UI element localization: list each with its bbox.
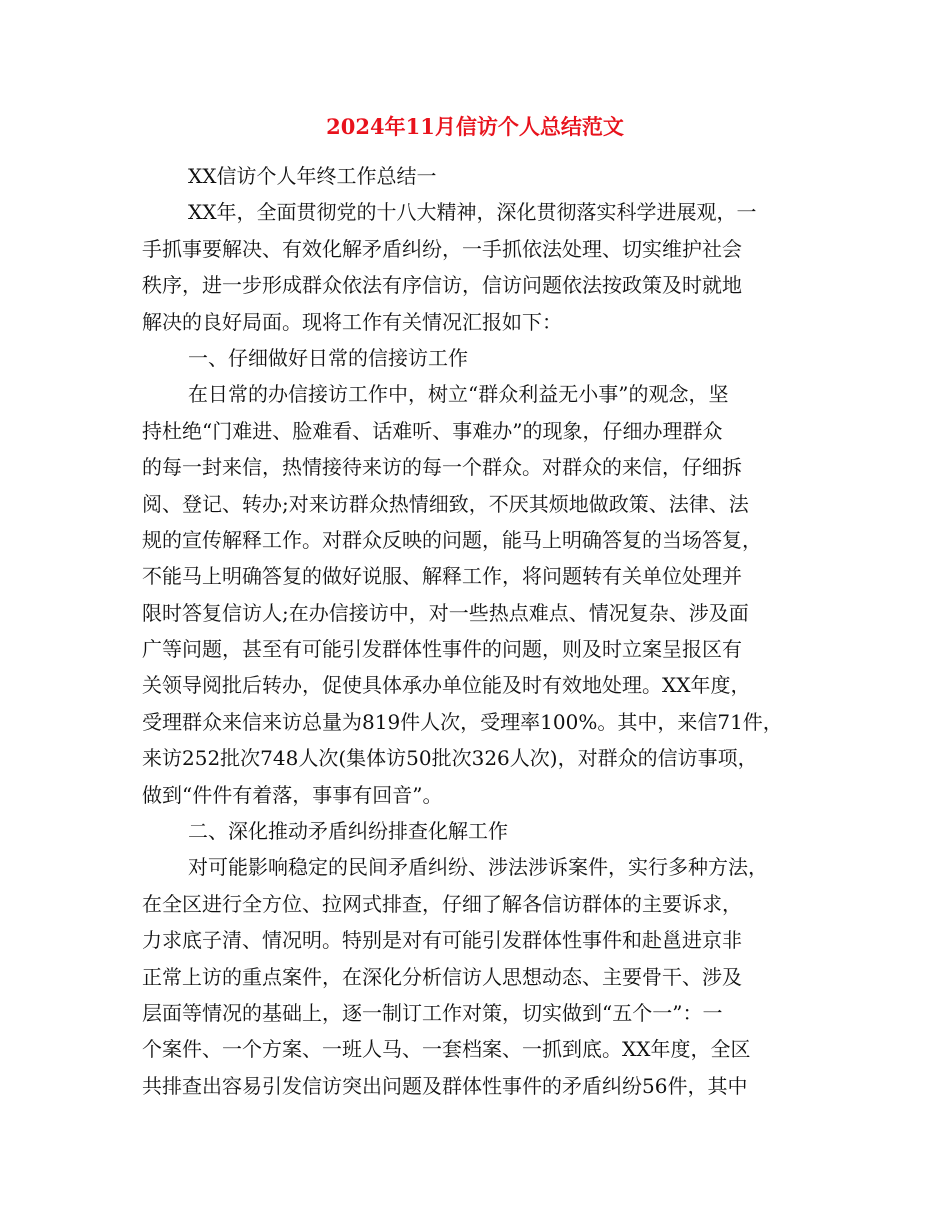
paragraph-line: XX年，全面贯彻党的十八大精神，深化贯彻落实科学进展观，一 bbox=[188, 200, 757, 225]
section-heading-line: 二、深化推动矛盾纠纷排查化解工作 bbox=[188, 819, 508, 844]
paragraph-line: 受理群众来信来访总量为819件人次，受理率100%。其中，来信71件， bbox=[142, 709, 783, 734]
paragraph-line: 力求底子清、情况明。特别是对有可能引发群体性事件和赴邕进京非 bbox=[142, 928, 742, 953]
paragraph-line: 在日常的办信接访工作中，树立“群众利益无小事”的观念，坚 bbox=[188, 382, 729, 407]
paragraph-line: 做到“件件有着落，事事有回音”。 bbox=[142, 782, 443, 807]
paragraph-line: 广等问题，甚至有可能引发群体性事件的问题，则及时立案呈报区有 bbox=[142, 637, 742, 662]
paragraph-line: 在全区进行全方位、拉网式排查，仔细了解各信访群体的主要诉求， bbox=[142, 891, 742, 916]
paragraph-line: 限时答复信访人;在办信接访中，对一些热点难点、情况复杂、涉及面 bbox=[142, 600, 749, 625]
section-heading-line: 一、仔细做好日常的信接访工作 bbox=[188, 345, 468, 370]
paragraph-line: 来访252批次748人次(集体访50批次326人次)，对群众的信访事项， bbox=[142, 746, 758, 771]
paragraph-line: 秩序，进一步形成群众依法有序信访，信访问题依法按政策及时就地 bbox=[142, 273, 742, 298]
paragraph-line: 持杜绝“门难进、脸难看、话难听、事难办”的现象，仔细办理群众 bbox=[142, 418, 723, 443]
paragraph-line: 解决的良好局面。现将工作有关情况汇报如下： bbox=[142, 309, 562, 334]
paragraph-line: 层面等情况的基础上，逐一制订工作对策，切实做到“五个一”：一 bbox=[142, 1000, 723, 1025]
paragraph-line: 关领导阅批后转办，促使具体承办单位能及时有效地处理。XX年度， bbox=[142, 673, 751, 698]
document-body bbox=[142, 158, 822, 1104]
paragraph-line: 不能马上明确答复的做好说服、解释工作，将问题转有关单位处理并 bbox=[142, 564, 742, 589]
paragraph-line: 阅、登记、转办;对来访群众热情细致，不厌其烦地做政策、法律、法 bbox=[142, 491, 749, 516]
subheading-line: XX信访个人年终工作总结一 bbox=[188, 164, 437, 188]
paragraph-line: 正常上访的重点案件，在深化分析信访人思想动态、主要骨干、涉及 bbox=[142, 964, 742, 989]
paragraph-line: 的每一封来信，热情接待来访的每一个群众。对群众的来信，仔细拆 bbox=[142, 455, 742, 480]
document-title: 2024年11月信访个人总结范文 bbox=[326, 114, 624, 139]
paragraph-line: 规的宣传解释工作。对群众反映的问题，能马上明确答复的当场答复， bbox=[142, 527, 762, 552]
paragraph-line: 共排查出容易引发信访突出问题及群体性事件的矛盾纠纷56件，其中 bbox=[142, 1073, 748, 1098]
paragraph-line: 个案件、一个方案、一班人马、一套档案、一抓到底。XX年度，全区 bbox=[142, 1037, 751, 1062]
paragraph-line: 手抓事要解决、有效化解矛盾纠纷，一手抓依法处理、切实维护社会 bbox=[142, 236, 742, 261]
paragraph-line: 对可能影响稳定的民间矛盾纠纷、涉法涉诉案件，实行多种方法， bbox=[188, 855, 768, 880]
